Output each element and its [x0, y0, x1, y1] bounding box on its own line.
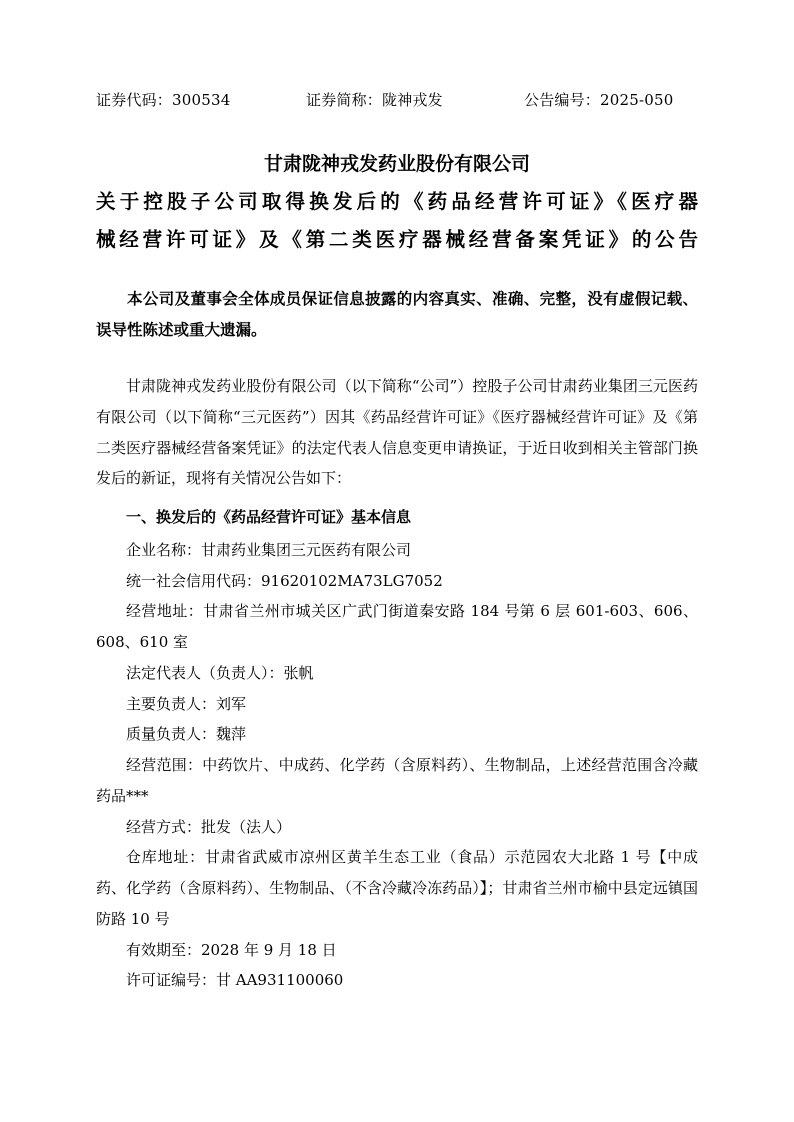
title-company-name: 甘肃陇神戎发药业股份有限公司: [263, 153, 530, 175]
field-warehouse-address: 仓库地址：甘肃省武威市凉州区黄羊生态工业（食品）示范园农大北路 1 号【中成药、化学药（含原料药）、生物制品、（不含冷藏冷冻药品）】；甘肃省兰州市榆中县定远镇国防路 10 号: [96, 848, 698, 928]
field-business-mode: 经营方式：批发（法人）: [126, 817, 292, 836]
field-business-scope: 经营范围：中药饮片、中成药、化学药（含原料药）、生物制品，上述经营范围含冷藏药品***: [96, 756, 698, 805]
field-license-number: 许可证编号：甘 AA931100060: [126, 971, 344, 990]
field-enterprise-name: 企业名称：甘肃药业集团三元医药有限公司: [126, 540, 412, 559]
body-paragraph-1: 甘肃陇神戎发药业股份有限公司（以下简称“公司”）控股子公司甘肃药业集团三元医药有限公司（以下简称“三元医药”）因其《药品经营许可证》《医疗器械经营许可证》及《第二类医疗器械经营备案凭证》的法定代表人信息变更申请换证，于近日收到相关主管部门换发后的新证，现将有关情况公告如下：: [96, 377, 698, 488]
field-valid-until: 有效期至：2028 年 9 月 18 日: [126, 940, 337, 959]
field-credit-code: 统一社会信用代码：91620102MA73LG7052: [126, 571, 443, 590]
stock-code: 证券代码：300534: [96, 91, 231, 109]
disclosure-statement: 本公司及董事会全体成员保证信息披露的内容真实、准确、完整，没有虚假记载、误导性陈述或重大遗漏。: [96, 289, 698, 340]
field-legal-representative: 法定代表人（负责人）：张帆: [126, 663, 314, 682]
title-line-2: 关于控股子公司取得换发后的《药品经营许可证》《医疗器: [96, 190, 698, 214]
announcement-number: 公告编号：2025-050: [524, 91, 674, 109]
title-line-3: 械经营许可证》及《第二类医疗器械经营备案凭证》的公告: [96, 228, 698, 252]
field-principal-responsible: 主要负责人：刘军: [126, 694, 247, 713]
field-business-address: 经营地址：甘肃省兰州市城关区广武门街道秦安路 184 号第 6 层 601-603、606、608、610 室: [96, 602, 698, 652]
document-header: [96, 88, 698, 112]
page-title: [96, 146, 698, 259]
field-quality-responsible: 质量负责人：魏萍: [126, 725, 247, 744]
section-heading-1: 一、换发后的《药品经营许可证》基本信息: [126, 508, 412, 527]
stock-abbreviation: 证券简称：陇神戎发: [306, 91, 443, 109]
